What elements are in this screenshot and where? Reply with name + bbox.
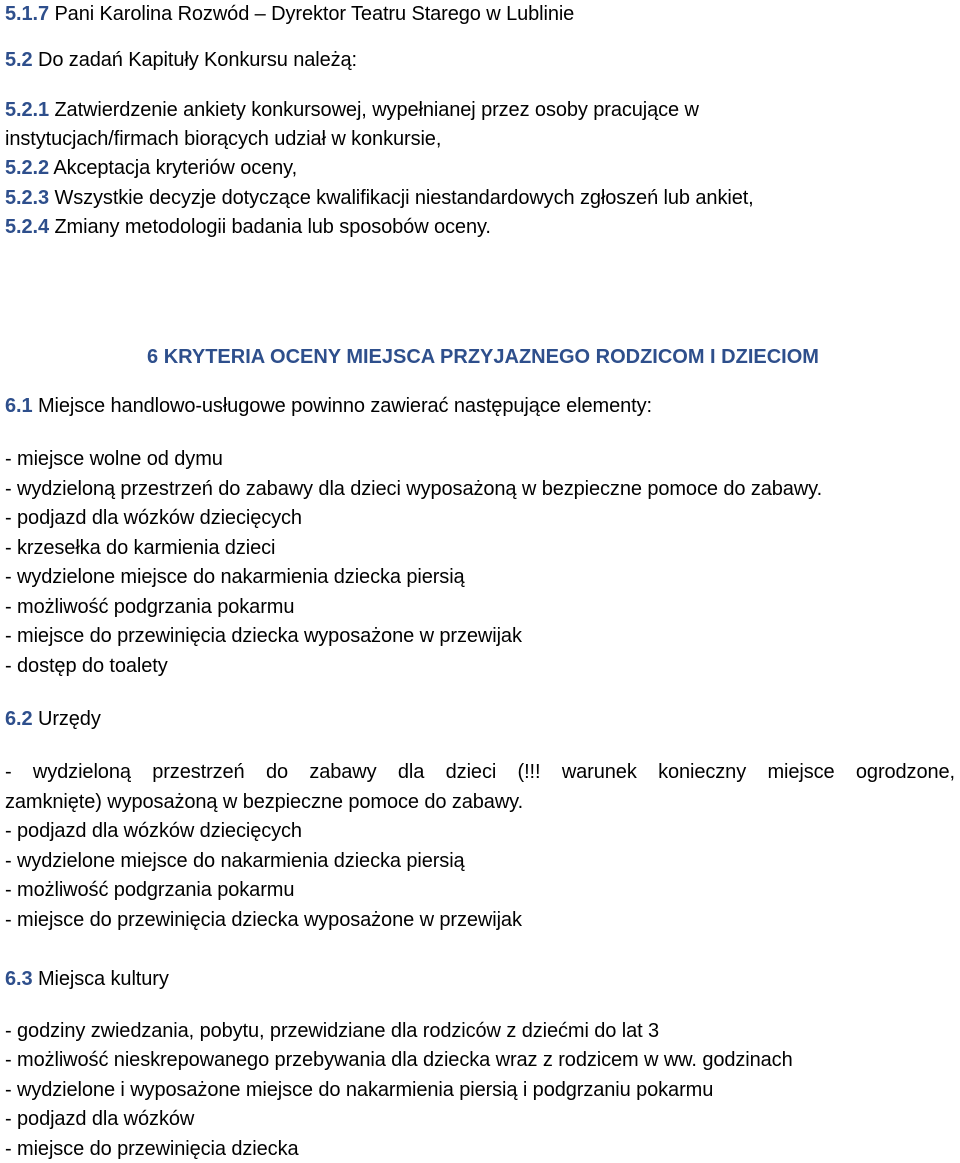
list-item: - wydzielone i wyposażone miejsce do nakarmienia piersią i podgrzaniu pokarmu [5,1079,714,1101]
item-text: Wszystkie decyzje dotyczące kwalifikacji niestandardowych zgłoszeń lub ankiet, [48,187,754,209]
item-5-2-1-continued [5,127,441,151]
item-text: Akceptacja kryteriów oceny, [48,157,298,179]
list-item: - wydzielone miejsce do nakarmienia dziecka piersią [5,566,465,588]
list-item: - godziny zwiedzania, pobytu, przewidziane dla rodziców z dziećmi do lat 3 [5,1020,660,1042]
subsection-6-1-title [5,394,652,418]
item-number: 5.2.1 [5,99,49,121]
list-item: - podjazd dla wózków dziecięcych [5,507,302,529]
item-text: Do zadań Kapituły Konkursu należą: [32,49,357,71]
heading-text: 6 KRYTERIA OCENY MIEJSCA PRZYJAZNEGO RODZICOM I DZIECIOM [147,346,819,368]
list-item: - wydzieloną przestrzeń do zabawy dla dzieci (!!! warunek konieczny miejsce ogrodzone, [5,761,955,783]
list-item: - wydzieloną przestrzeń do zabawy dla dzieci wyposażoną w bezpieczne pomoce do zabawy. [5,478,823,500]
item-number: 5.1.7 [5,3,49,25]
item-text: instytucjach/firmach biorących udział w konkursie, [5,128,442,150]
list-item: - wydzielone miejsce do nakarmienia dziecka piersią [5,850,465,872]
item-text: Urzędy [32,708,101,730]
item-text: Miejsce handlowo-usługowe powinno zawierać następujące elementy: [32,395,652,417]
list-item: - miejsce do przewinięcia dziecka [5,1138,299,1160]
list-item: - możliwość podgrzania pokarmu [5,596,295,618]
list-item: - miejsce wolne od dymu [5,448,223,470]
item-number: 6.1 [5,395,33,417]
item-number: 6.3 [5,968,33,990]
list-item: - możliwość nieskrepowanego przebywania dla dziecka wraz z rodzicem w ww. godzinach [5,1049,793,1071]
list-item-continued: zamknięte) wyposażoną w bezpieczne pomoce do zabawy. [5,791,524,813]
list-item: - krzesełka do karmienia dzieci [5,537,276,559]
item-number: 5.2.2 [5,157,49,179]
item-number: 5.2.4 [5,216,49,238]
list-item: - podjazd dla wózków dziecięcych [5,820,302,842]
subsection-6-3-title [5,967,169,991]
item-number: 5.2.3 [5,187,49,209]
item-text: Miejsca kultury [32,968,169,990]
subsection-6-2-title [5,707,101,731]
item-text: Zmiany metodologii badania lub sposobów oceny. [48,216,491,238]
item-text: Pani Karolina Rozwód – Dyrektor Teatru Starego w Lublinie [48,3,575,25]
list-item: - miejsce do przewinięcia dziecka wyposażone w przewijak [5,625,522,647]
item-5-2-3 [5,186,754,210]
list-item: - dostęp do toalety [5,655,168,677]
list-item: - możliwość podgrzania pokarmu [5,879,295,901]
item-5-2 [5,48,357,72]
item-5-2-1 [5,98,699,122]
item-5-2-4 [5,215,491,239]
list-item: - podjazd dla wózków [5,1108,195,1130]
item-number: 5.2 [5,49,33,71]
item-5-2-2 [5,156,297,180]
item-text: Zatwierdzenie ankiety konkursowej, wypełnianej przez osoby pracujące w [48,99,699,121]
list-item: - miejsce do przewinięcia dziecka wyposażone w przewijak [5,909,522,931]
section-6-heading [0,345,960,369]
item-number: 6.2 [5,708,33,730]
item-5-1-7 [5,2,574,26]
